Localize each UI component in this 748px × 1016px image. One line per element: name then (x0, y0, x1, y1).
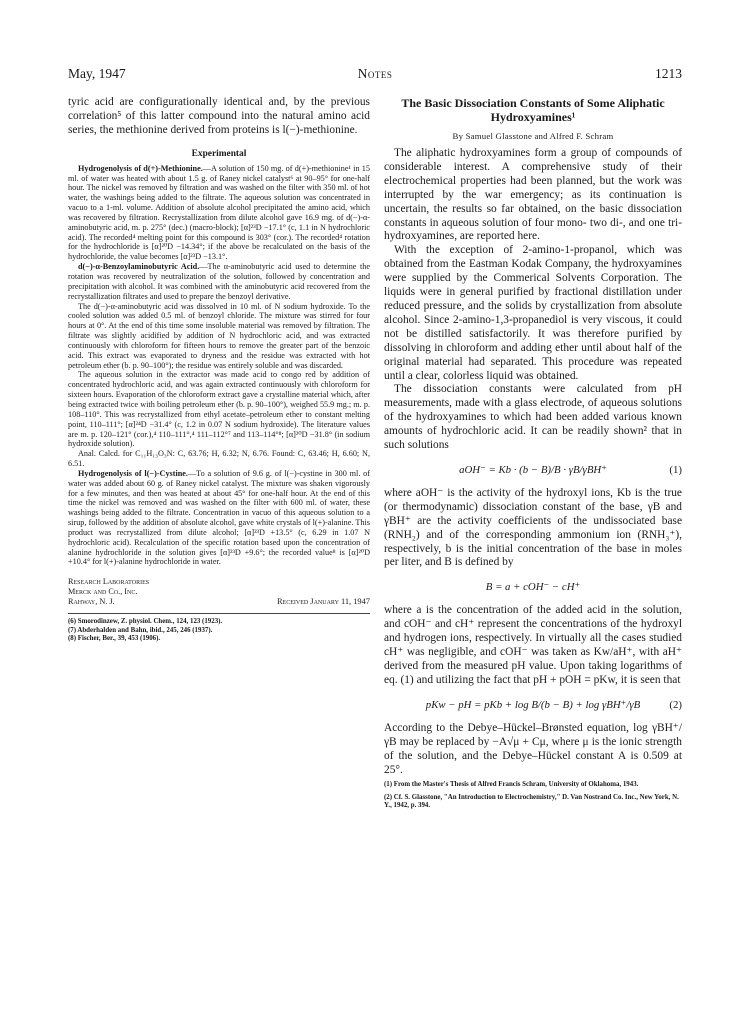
affiliation-block (68, 577, 370, 607)
right-column (384, 96, 682, 811)
equation-definition (384, 576, 682, 598)
running-header (68, 66, 682, 86)
footnote-rule (68, 613, 370, 614)
paragraph: According to the Debye–Hückel–Brønsted equation, log γBH⁺/γB may be replaced by −A√μ + Cμ, where μ is the ionic strength of the solution, and the Debye–Hückel constant A is 0.509 at 25°. (384, 721, 682, 776)
equation-2 (384, 694, 682, 716)
left-column (68, 96, 370, 644)
paragraph-title: Hydrogenolysis of d(+)-Methionine. (78, 163, 203, 173)
footnote: (8) Fischer, Ber., 39, 453 (1906). (68, 635, 161, 643)
paragraph-text: —To a solution of 9.6 g. of l(−)-cystine in 300 ml. of water was added about 60 g. of Raney nickel catalyst. The mixture was shaken vigorously for a few minutes, and then was heated at about 45° for one-half hour. At the end of this time the nickel was removed and was washed on the filter with 600 ml. of water, these washings being added to the filtrate. Concentration in vacuo of this aqueous solution to a sirup, followed by the addition of absolute alcohol, gave white crystals of l(+)-alanine. This product was recrystallized from dilute alcohol; [α]²³D +13.5° (c, 6.29 in 1.07 N hydrochloric acid). Recalculation of the specific rotation based upon the concentration of alanine hydrochloride in the solution gives [α]²³D +9.6°; the recorded value⁸ is [α]²⁰D +10.4° for l(+)-alanine hydrochloride in water. (68, 468, 370, 567)
paragraph: With the exception of 2-amino-1-propanol, which was obtained from the Eastman Kodak Company, the hydroxyamines were supplied by the Commerical Solvents Corporation. The liquids were in general purified by fractional distillation under reduced pressure, and the solids by crystallization from absolute alcohol. Since 2-amino-1,3-propanediol is very viscous, it could not be distilled satisfactorily. It was therefore purified by dissolving in chloroform and adding ether until about half of the original material had separated. This procedure was repeated until a clear, colorless liquid was obtained. (384, 244, 682, 382)
equation-1 (384, 459, 682, 481)
equation-text: B = a + cOH⁻ − cH⁺ (485, 581, 581, 594)
equation-number: (2) (669, 698, 682, 711)
header-section: Notes (357, 66, 393, 81)
paragraph-hydrogenolysis-methionine (68, 164, 370, 262)
header-date: May, 1947 (68, 66, 126, 81)
received-date: Received January 11, 1947 (276, 597, 370, 607)
affiliation-line: Merck and Co., Inc. (68, 587, 138, 597)
footnote: (7) Abderhalden and Bahn, ibid., 245, 246 (1937). (68, 626, 213, 634)
paragraph-hydrogenolysis-cystine (68, 469, 370, 567)
paragraph-title: Hydrogenolysis of l(−)-Cystine. (78, 468, 188, 478)
paragraph-dissolution: The d(−)-α-aminobutyric acid was dissolved in 10 ml. of N sodium hydroxide. To the cooled solution was added 0.5 ml. of benzoyl chloride. The mixture was stirred for four hours at 0°. At the end of this time some insoluble material was removed by filtration. The filtrate was slightly acidified by addition of N hydrochloric acid, and was extracted continuously with chloroform for fifteen hours to remove the greater part of the benzoic acid. This extract was evaporated to dryness and the residue was extracted with hot petroleum ether (b. p. 90–100°); the residue was entirely soluble and was discarded. (68, 301, 370, 370)
paragraph-title: d(−)-α-Benzoylaminobutyric Acid. (78, 262, 200, 272)
intro-paragraph: tyric acid are configurationally identical and, by the previous correlation⁵ of this latter compound into the natural amino acid series, the methionine derived from proteins is l(−)-methionine. (68, 96, 370, 136)
experimental-heading: Experimental (191, 148, 247, 159)
paragraph-text: —A solution of 150 mg. of d(+)-methionine¹ in 15 ml. of water was heated with about 1.5 g. of Raney nickel catalyst⁶ at 90–95° for one-half hour. The nickel was removed by filtration and was washed on the filter with 350 ml. of hot water, the washings being added to the filtrate. The aqueous solution was concentrated in vacuo to a 1-ml. volume. Addition of absolute alcohol precipitated the amino acid, which was recovered by filtration. Recrystallization from dilute alcohol gave 16.9 mg. of d(−)-α-aminobutyric acid, m. p. 275° (dec.) (macro-block); [α]²³D −17.1° (c, 1.1 in N hydrochloric acid). The recorded⁴ melting point for this compound is 303° (cor.). The recorded⁴ rotation for the hydrochloride is [α]²⁰D −14.34°; if the above be recalculated on the basis of the hydrochloride, the value becomes [α]²³D −13.1°. (68, 163, 370, 262)
paragraph-extraction: The aqueous solution in the extractor was made acid to congo red by addition of concentrated hydrochloric acid, and was again extracted continuously with chloroform for sixteen hours. Evaporation of the chloroform extract gave a crystalline material which, after being extracted twice with boiling petroleum ether (b. p. 90–100°), weighed 55.9 mg.; m. p. 108–110°. This was recrystallized from ethyl acetate–petroleum ether to constant melting point, 110–111°; [α]²⁴D −31.4° (c, 1.2 in 0.07 N sodium hydroxide). The literature values are m. p. 120–121° (cor.),⁴ 110–111°,⁴ 111–112°⁷ and 113–114°⁸; [α]²⁰D −31.8° (in sodium hydroxide solution). (68, 370, 370, 449)
equation-number: (1) (669, 463, 682, 476)
page-number: 1213 (655, 66, 682, 81)
equation-text: aOH⁻ = Kb · (b − B)/B · γB/γBH⁺ (459, 463, 607, 476)
paragraph: The aliphatic hydroxyamines form a group of compounds of considerable interest. A comprehensive study of their electrochemical properties had been planned, but the work was interrupted by the war emergency; as its continuation is uncertain, the results so far obtained, on the basic dissociation constants in aqueous solution of four mono- two di-, and one tri-hydroxyamines, are reported here. (384, 147, 682, 243)
equation-text: pKw − pH = pKb + log B/(b − B) + log γBH⁺/γB (425, 698, 641, 711)
paragraph: where a is the concentration of the added acid in the solution, and cOH⁻ and cH⁺ represent the concentrations of the hydroxyl and hydrogen ions, respectively. In virtually all the cases studied cH⁺ was negligible, and cOH⁻ was taken as Kw/aH⁺, with aH⁺ derived from the measured pH value. Upon taking logarithms of eq. (1) and utilizing the fact that pH + pOH = pKw, it is seen that (384, 604, 682, 686)
footnote: (1) From the Master's Thesis of Alfred Francis Schram, University of Oklahoma, 1943. (384, 781, 639, 789)
footnote: (6) Smorodinzew, Z. physiol. Chem., 124, 123 (1923). (68, 618, 223, 626)
article-title: The Basic Dissociation Constants of Some Aliphatic Hydroxyamines¹ (401, 96, 665, 124)
affiliation-line: Research Laboratories (68, 577, 150, 587)
article-authors: By Samuel Glasstone and Alfred F. Schram (452, 131, 614, 141)
affiliation-line: Rahway, N. J. (68, 597, 115, 607)
footnote: (2) Cf. S. Glasstone, "An Introduction to Electrochemistry," D. Van Nostrand Co. Inc., New York, N. Y., 1942, p. 394. (384, 793, 679, 810)
paragraph: where aOH⁻ is the activity of the hydroxyl ions, Kb is the true (or thermodynamic) dissociation constant of the base, γB and γBH⁺ are the activity coefficients of the undissociated base (RNH₂) and of the corresponding ammonium ion (RNH₃⁺), respectively, b is the initial concentration of the base in moles per liter, and B is defined by (384, 486, 682, 569)
paragraph-benzoylamino (68, 262, 370, 301)
paragraph-analysis: Anal. Calcd. for C₁₁H₁₃O₃N: C, 63.76; H, 6.32; N, 6.76. Found: C, 63.46; H, 6.60; N, 6.51. (68, 449, 370, 469)
paragraph: The dissociation constants were calculated from pH measurements, made with a glass electrode, of aqueous solutions of the hydroxyamines to which had been added various known amounts of hydrochloric acid. It can be readily shown² that in such solutions (384, 383, 682, 452)
paragraph-text: —The α-aminobutyric acid used to determine the rotation was recovered by neutralization of the solution, followed by concentration and precipitation with alcohol. It was combined with the aminobutyric acid recovered from the recrystallization filtrates and used to prepare the benzoyl derivative. (68, 262, 370, 301)
